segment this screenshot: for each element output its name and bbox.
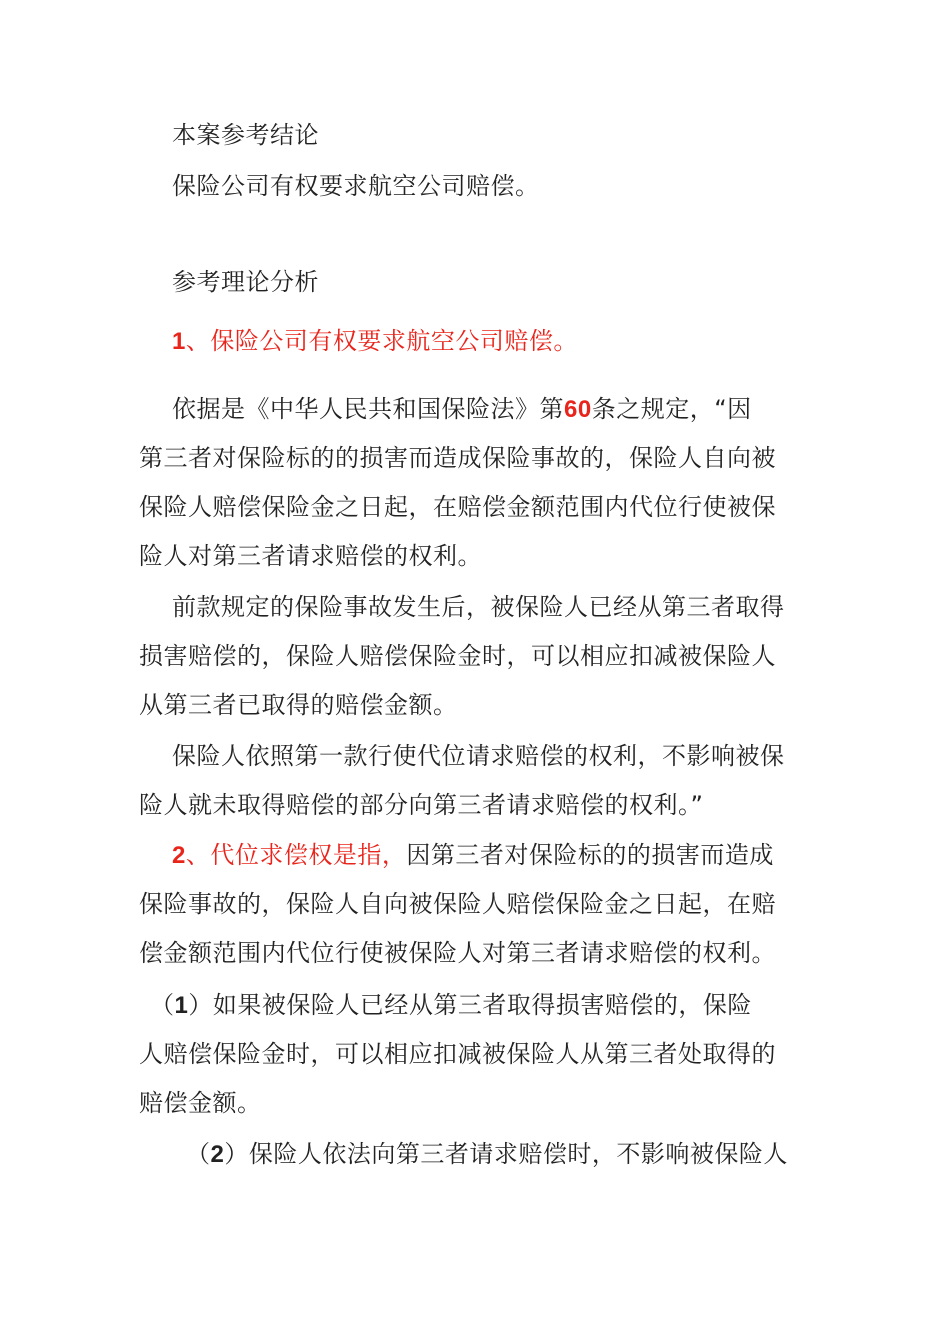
sub-2-number: 2 xyxy=(210,1141,225,1168)
sub-1-number: 1 xyxy=(174,992,189,1019)
basis-line xyxy=(172,394,852,425)
sub-item-2 xyxy=(186,1139,866,1170)
para1-line: 保险人赔偿保险金之日起，在赔偿金额范围内代位行使被保 xyxy=(139,493,776,521)
point-2-line: 偿金额范围内代位行使被保险人对第三者请求赔偿的权利。 xyxy=(139,939,776,967)
sub-1-first: ）如果被保险人已经从第三者取得损害赔偿的，保险 xyxy=(188,991,752,1019)
sub-item-1 xyxy=(150,990,830,1021)
sub-1-line: 人赔偿保险金时，可以相应扣减被保险人从第三者处取得的 xyxy=(139,1040,776,1068)
point-1-text: 、保险公司有权要求航空公司赔偿。 xyxy=(185,327,578,355)
para2-line: 前款规定的保险事故发生后，被保险人已经从第三者取得 xyxy=(172,593,785,621)
para1-line: 险人对第三者请求赔偿的权利。 xyxy=(139,542,482,570)
sub-2-open-paren: （ xyxy=(186,1140,211,1168)
heading-analysis: 参考理论分析 xyxy=(172,268,319,296)
point-2-number: 2 xyxy=(172,842,186,869)
para1-line: 第三者对保险标的的损害而造成保险事故的，保险人自向被 xyxy=(139,444,776,472)
point-2-red-text: 、代位求偿权是指， xyxy=(185,841,407,869)
para3-line: 保险人依照第一款行使代位请求赔偿的权利，不影响被保 xyxy=(172,742,785,770)
conclusion-text: 保险公司有权要求航空公司赔偿。 xyxy=(172,172,540,200)
para3-line: 险人就未取得赔偿的部分向第三者请求赔偿的权利。” xyxy=(139,791,704,819)
point-1-number: 1 xyxy=(172,328,186,355)
article-number: 60 xyxy=(564,396,592,423)
sub-2-first: ）保险人依法向第三者请求赔偿时，不影响被保险人 xyxy=(224,1140,788,1168)
point-2 xyxy=(172,840,852,871)
heading-conclusion: 本案参考结论 xyxy=(172,121,319,149)
para2-line: 从第三者已取得的赔偿金额。 xyxy=(139,691,458,719)
point-1 xyxy=(172,326,852,357)
sub-1-line: 赔偿金额。 xyxy=(139,1089,262,1117)
sub-1-open-paren: （ xyxy=(150,991,175,1019)
basis-part-b: 条之规定，“因 xyxy=(591,395,752,423)
point-2-rest: 因第三者对保险标的的损害而造成 xyxy=(406,841,774,869)
point-2-line: 保险事故的，保险人自向被保险人赔偿保险金之日起，在赔 xyxy=(139,890,776,918)
basis-part-a: 依据是《中华人民共和国保险法》第 xyxy=(172,395,564,423)
para2-line: 损害赔偿的，保险人赔偿保险金时，可以相应扣减被保险人 xyxy=(139,642,776,670)
